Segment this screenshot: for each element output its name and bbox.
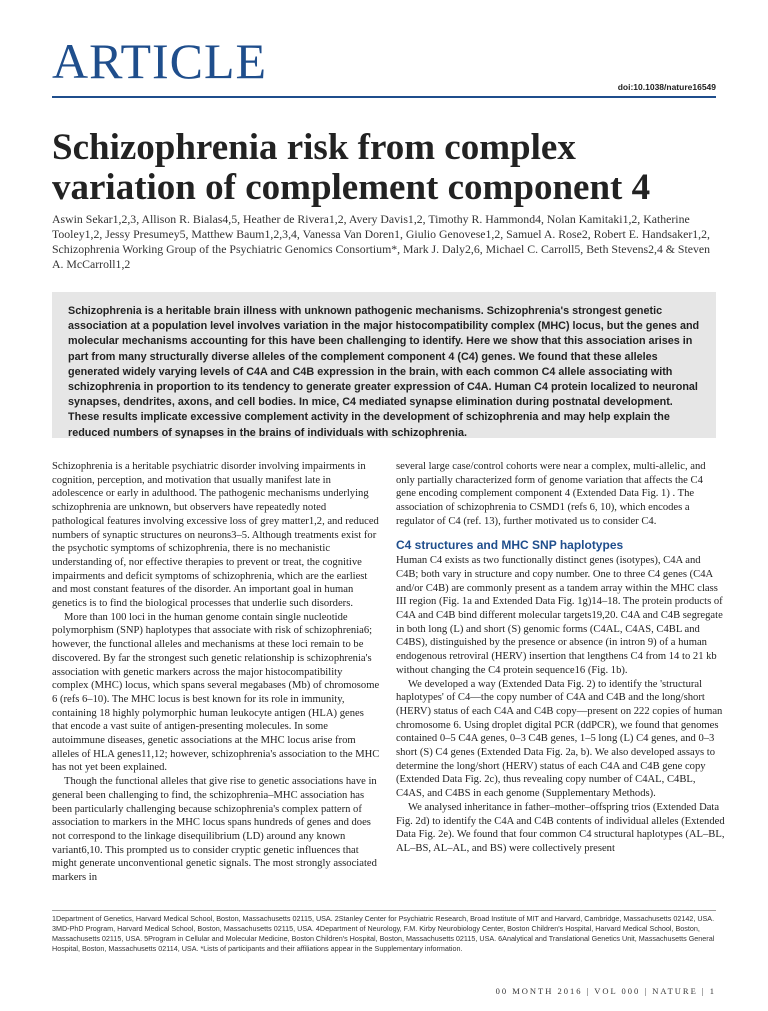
body-paragraph: We developed a way (Extended Data Fig. 2) to identify the 'structural haplotypes' of C4—the copy number of C4A and C4B and the long/short (HERV) status of each C4A and C4B copy—present on 222 copies of human chromosome 6. Using droplet digital PCR (ddPCR), we found that genomes contained 0–5 C4A genes, 0–3 C4B genes, 1–5 long (L) C4 genes, and 0–3 short (S) C4 genes (Extended Data Fig. 2a, b). We also developed assays to determine the long/short (HERV) status of each C4A and C4B gene copy (Extended Data Fig. 2c), thus revealing copy number of C4AL, C4BL, C4AS, and C4BS in each genome (Supplementary Methods). xyxy=(396,678,723,800)
abstract: Schizophrenia is a heritable brain illness with unknown pathogenic mechanisms. Schizophrenia's strongest genetic association at a population level involves variation in the major histocompatibility complex (MHC) locus, but the genes and molecular mechanisms accounting for this have been challenging to identify. Here we show that this association arises in part from many structurally diverse alleles of the complement component 4 (C4) genes. We found that these alleles generated widely varying levels of C4A and C4B expression in the brain, with each common C4 allele associating with schizophrenia in proportion to its tendency to generate greater expression of C4A. Human C4 protein localized to neuronal synapses, dendrites, axons, and cell bodies. In mice, C4 mediated synapse elimination during postnatal development. These results implicate excessive complement activity in the development of schizophrenia and may help explain the reduced numbers of synapses in the brains of individuals with schizophrenia. xyxy=(52,292,716,438)
body-paragraph: More than 100 loci in the human genome contain single nucleotide polymorphism (SNP) haplotypes that associate with risk of schizophrenia6; however, the functional alleles and mechanisms at these loci remain to be discovered. By far the strongest such genetic relationship is schizophrenia's association with genetic markers across the major histocompatibility complex (MHC) locus, which spans several megabases (Mb) of chromosome 6 (refs 6–10). The MHC locus is best known for its role in immunity, containing 18 highly polymorphic human leukocyte antigen (HLA) genes that encode a vast suite of antigen-presenting molecules. In some autoimmune diseases, genetic associations at the MHC locus arise from alleles of HLA genes11,12; however, schizophrenia's association to the MHC has not yet been explained. xyxy=(52,611,380,774)
body-paragraph: Schizophrenia is a heritable psychiatric disorder involving impairments in cognition, perception, and motivation that usually manifest late in adolescence or early in adulthood. The pathogenic mechanisms underlying schizophrenia are unknown, but observers have repeatedly noted pathological features involving excessive loss of grey matter1,2, and reduced numbers of synaptic structures on neurons3–5. Although treatments exist for the psychotic symptoms of schizophrenia, there is no mechanistic understanding of, nor effective therapies to prevent or treat, the cognitive impairments and deficit symptoms of schizophrenia, which are the earliest and most constant features of the disorder. An important goal in human genetics is to find the biological processes that underlie such disorders. xyxy=(52,461,379,610)
body-paragraph: Though the functional alleles that give rise to genetic associations have in general been challenging to find, the schizophrenia–MHC association has been particularly challenging because schizophrenia's complex pattern of association to markers in the MHC locus spans hundreds of genes and does not correspond to the linkage disequilibrium (LD) around any known variant6,10. This prompted us to consider cryptic genetic influences that might generate unconventional genetic signals. The most strongly associated markers in xyxy=(52,776,377,884)
footnote-rule xyxy=(52,910,716,911)
header-rule xyxy=(52,96,716,98)
body-paragraph: We analysed inheritance in father–mother–offspring trios (Extended Data Fig. 2d) to identify the C4A and C4B contents of individual alleles (Extended Data Fig. 2e). We found that four common C4 structural haplotypes (AL–BL, AL–BS, AL–AL, and BS) were collectively present xyxy=(396,801,725,854)
article-type-label: ARTICLE xyxy=(52,33,268,89)
author-list: Aswin Sekar1,2,3, Allison R. Bialas4,5, Heather de Rivera1,2, Avery Davis1,2, Timothy R. Hammond4, Nolan Kamitaki1,2, Katherine Tooley1,2, Jessy Presumey5, Matthew Baum1,2,3,4, Vanessa Van Doren1, Giulio Genovese1,2, Samuel A. Rose2, Robert E. Handsaker1,2, Schizophrenia Working Group of the Psychiatric Genomics Consortium*, Mark J. Daly2,6, Michael C. Carroll5, Beth Stevens2,4 & Steven A. McCarroll1,2 xyxy=(52,212,711,271)
affiliations-footnote: 1Department of Genetics, Harvard Medical School, Boston, Massachusetts 02115, USA. 2Stanley Center for Psychiatric Research, Broad Institute of MIT and Harvard, Cambridge, Massachusetts 02142, USA. 3MD-PhD Program, Harvard Medical School, Boston, Massachusetts 02115, USA. 4Department of Neurology, F.M. Kirby Neurobiology Center, Boston Children's Hospital, Harvard Medical School, Boston, Massachusetts 02115, USA. 5Program in Cellular and Molecular Medicine, Boston Children's Hospital, Boston, Massachusetts 02115, USA. 6Analytical and Translational Genetics Unit, Massachusetts General Hospital, Boston, Massachusetts 02114, USA. *Lists of participants and their affiliations appear in the Supplementary information. xyxy=(52,914,715,953)
body-column-left xyxy=(52,460,381,885)
body-paragraph: Human C4 exists as two functionally distinct genes (isotypes), C4A and C4B; both vary in structure and copy number. One to three C4 genes (C4A and/or C4B) are commonly present as a tandem array within the MHC class III region (Fig. 1a and Extended Data Fig. 1g)14–18. The protein products of C4A and C4B bind different molecular targets19,20. C4A and C4B segregate in both long (L) and short (S) genomic forms (C4AL, C4AS, C4BL and C4BS), distinguished by the presence or absence (in intron 9) of a human endogenous retroviral (HERV) insertion that lengthens C4 from 14 to 21 kb without changing the C4 protein sequence16 (Fig. 1b). xyxy=(396,555,723,676)
doi[interactable]: doi:10.1038/nature16549 xyxy=(617,82,716,92)
section-heading: C4 structures and MHC SNP haplotypes xyxy=(396,537,624,552)
body-paragraph: several large case/control cohorts were near a complex, multi-allelic, and only partially characterized form of genome variation that affects the C4 gene encoding complement component 4 (Extended Data Fig. 1) . The association of schizophrenia to CSMD1 (refs 6, 10), which encodes a regulator of C4 (ref. 13), further motivated us to consider C4. xyxy=(396,461,706,527)
page-footer: 00 MONTH 2016 | VOL 000 | NATURE | 1 xyxy=(495,986,716,996)
body-column-right xyxy=(396,460,725,856)
paper-title: Schizophrenia risk from complex variation of complement component 4 xyxy=(52,127,651,208)
